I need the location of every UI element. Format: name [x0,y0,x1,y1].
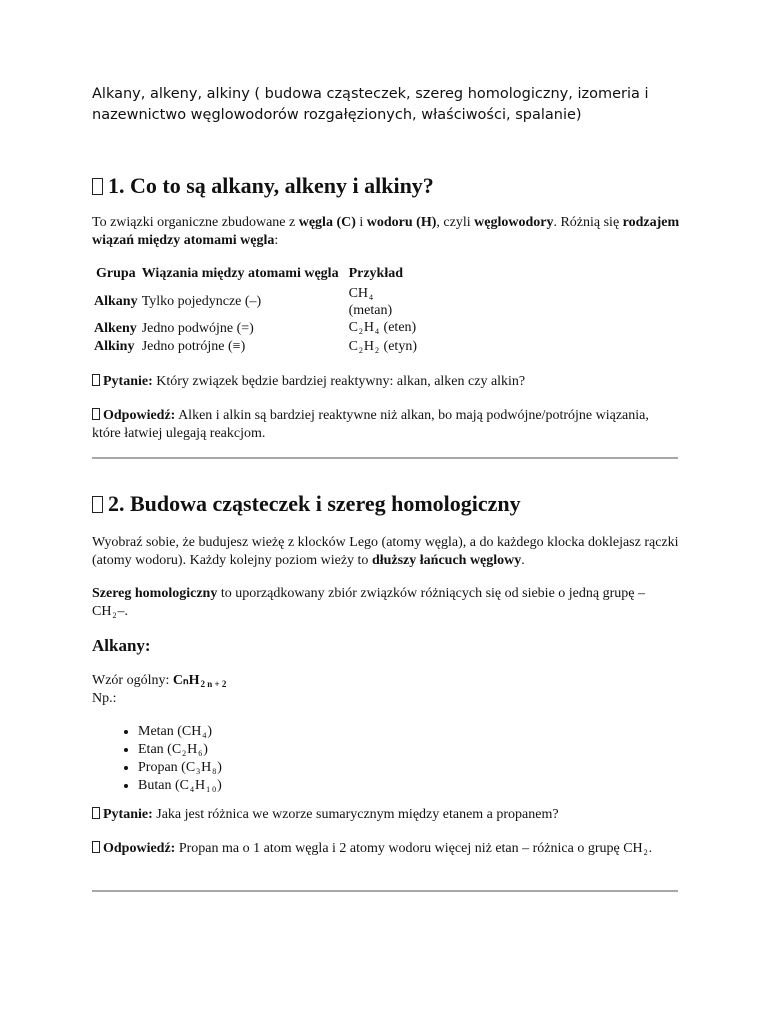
section1-question: Pytanie: Który związek będzie bardziej reaktywny: alkan, alken czy alkin? [92,373,680,391]
section2-answer: Odpowiedź: Propan ma o 1 atom węgla i 2 atomy wodoru więcej niż etan – różnica o grupę $CH_2$. [92,840,680,859]
section2-paragraph-homolog: Szereg homologiczny to uporządkowany zbiór związków różniących się od siebie o jedną grupę $-CH_2-$. [92,586,645,620]
missing-glyph-icon [92,408,100,420]
alkanes-heading: Alkany: [92,636,151,655]
section1-title: 1. Co to są alkany, alkeny i alkiny? [108,173,434,198]
table-header-group: Grupa [96,266,136,281]
list-item: • Propan $(C_3H_8)$ [138,759,222,777]
list-item: • Etan $(C_2H_6)$ [138,741,222,759]
missing-glyph-icon [92,496,103,513]
section1-answer: Odpowiedź: Alken i alkin są bardziej reaktywne niż alkan, bo mają podwójne/potrójne wiązania, które łatwiej ulegają reakcjom. [92,408,649,441]
section1-heading [92,173,434,199]
alkane-list [92,723,222,795]
section2-paragraph-lego: Wyobraź sobie, że budujesz wieżę z klocków Lego (atomy węgla), a do każdego klocka doklejasz rączki (atomy wodoru). Każdy kolejny poziom wieży to dłuższy łańcuch węglowy. [92,535,679,568]
table-row: Alkiny Jedno potrójne (≡) $C_2H_2$ (etyn) [94,338,417,355]
table-header-example: Przykład [348,266,404,281]
section2-title: 2. Budowa cząsteczek i szereg homologiczny [108,491,521,516]
hydrocarbon-table [92,263,419,356]
list-item: • Butan $(C_4H_{1 0})$ [138,777,222,795]
table-header-row [92,263,419,285]
section2-heading [92,491,521,517]
table-header-bonds: Wiązania między atomami węgla [141,266,339,281]
missing-glyph-icon [92,178,103,195]
missing-glyph-icon [92,841,100,853]
general-formula: Wzór ogólny: CₙH$_{2 n + 2}$ Np.: [92,673,227,706]
list-item: • Metan $(CH_4)$ [138,723,222,741]
section-divider [92,457,678,459]
table-row: Alkany Tylko pojedyncze (–) $CH_4$ (metan) [94,285,393,318]
section2-question: Pytanie: Jaka jest różnica we wzorze sumarycznym między etanem a propanem? [92,806,680,824]
intro-text: Alkany, alkeny, alkiny ( budowa cząsteczek, szereg homologiczny, izomeria i nazewnictwo węglowodorów rozgałęzionych, właściwości, spalanie) [92,86,649,123]
section1-paragraph: To związki organiczne zbudowane z węgla (C) i wodoru (H), czyli węglowodory. Różnią się rodzajem wiązań między atomami węgla: [92,215,680,248]
section-divider [92,890,678,892]
table-row: Alkeny Jedno podwójne (=) $C_2H_4$ (eten) [94,320,417,336]
missing-glyph-icon [92,807,100,819]
missing-glyph-icon [92,374,100,386]
